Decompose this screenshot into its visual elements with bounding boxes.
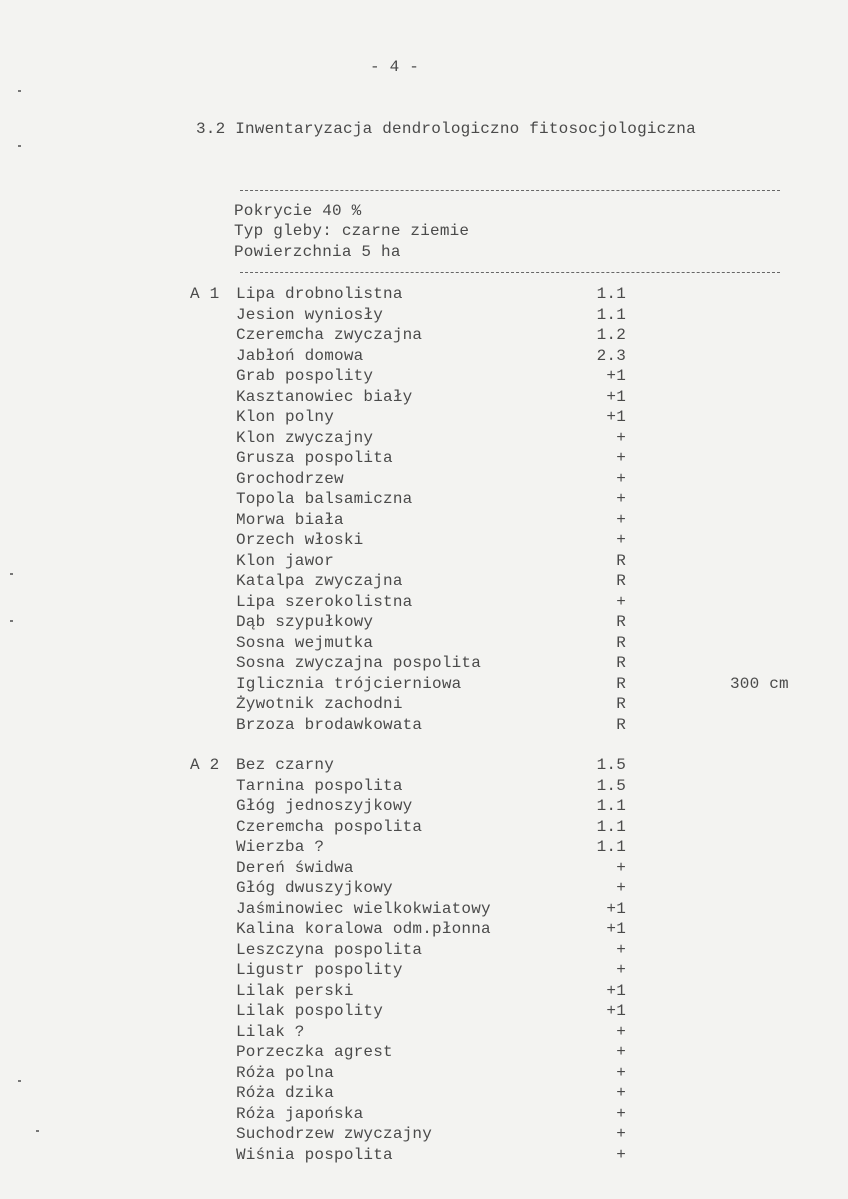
species-value: 1.5	[596, 756, 626, 774]
species-name: Tarnina pospolita	[236, 776, 403, 795]
species-name: Katalpa zwyczajna	[236, 572, 403, 590]
species-value: +	[616, 469, 626, 488]
species-value: +1	[606, 387, 626, 406]
species-name: Suchodrzew zwyczajny	[236, 1125, 433, 1143]
divider-top	[240, 190, 780, 191]
species-value: 1.1	[596, 797, 626, 815]
species-name: Głóg dwuszyjkowy	[236, 879, 393, 897]
species-name: Jabłoń domowa	[236, 346, 364, 365]
species-value: R	[616, 613, 626, 631]
species-value: +	[616, 1104, 626, 1123]
species-value: +1	[606, 920, 626, 938]
species-name: Czeremcha zwyczajna	[236, 326, 423, 344]
scan-speck	[18, 145, 21, 147]
species-value: R	[616, 654, 626, 672]
species-name: Róża polna	[236, 1063, 335, 1082]
species-value: R	[616, 715, 626, 734]
species-value: R	[616, 572, 626, 590]
species-value: 2.3	[596, 346, 626, 365]
species-value: R	[616, 695, 626, 713]
species-name: Kalina koralowa odm.płonna	[236, 920, 491, 938]
species-name: Sosna zwyczajna pospolita	[236, 654, 482, 672]
species-value: +	[616, 449, 626, 467]
soil-type-text: Typ gleby: czarne ziemie	[234, 222, 470, 240]
species-name: Jaśminowiec wielkokwiatowy	[236, 899, 491, 918]
species-value: 1.2	[596, 326, 626, 344]
species-value: +	[616, 1125, 626, 1143]
species-name: Głóg jednoszyjkowy	[236, 797, 413, 815]
species-value: +	[616, 940, 626, 959]
species-value: +1	[606, 367, 626, 385]
divider-middle	[240, 272, 780, 273]
scan-speck	[36, 1130, 39, 1132]
species-value: +	[616, 531, 626, 549]
species-name: Brzoza brodawkowata	[236, 715, 423, 734]
species-value: +1	[606, 1002, 626, 1020]
species-value: 1.5	[596, 776, 626, 795]
species-name: Kasztanowiec biały	[236, 387, 413, 406]
species-value: R	[616, 551, 626, 570]
species-note: 300 cm	[730, 674, 789, 693]
species-name: Czeremcha pospolita	[236, 817, 423, 836]
species-name: Lipa drobnolistna	[236, 285, 403, 303]
species-name: Wierzba ?	[236, 838, 325, 856]
page-number: - 4 -	[370, 58, 420, 76]
species-name: Orzech włoski	[236, 531, 364, 549]
species-name: Porzeczka agrest	[236, 1043, 393, 1061]
species-value: +	[616, 1022, 626, 1041]
species-name: Leszczyna pospolita	[236, 940, 423, 959]
species-name: Ligustr pospolity	[236, 961, 403, 979]
species-value: +	[616, 592, 626, 611]
species-name: Iglicznia trójcierniowa	[236, 674, 462, 693]
species-name: Grochodrzew	[236, 469, 344, 488]
species-name: Topola balsamiczna	[236, 490, 413, 508]
species-value: +	[616, 428, 626, 447]
species-value: +1	[606, 408, 626, 426]
species-value: +	[616, 858, 626, 877]
species-name: Dąb szypułkowy	[236, 613, 374, 631]
group-label: A 2	[190, 756, 220, 774]
species-value: +	[616, 490, 626, 508]
species-name: Sosna wejmutka	[236, 633, 374, 652]
area-text: Powierzchnia 5 ha	[234, 243, 401, 261]
species-value: 1.1	[596, 817, 626, 836]
species-name: Jesion wyniosły	[236, 305, 384, 324]
species-value: +	[616, 1043, 626, 1061]
species-value: +	[616, 1084, 626, 1102]
species-name: Klon zwyczajny	[236, 428, 374, 447]
species-value: +1	[606, 899, 626, 918]
species-name: Róża japońska	[236, 1104, 364, 1123]
species-value: +1	[606, 981, 626, 1000]
section-heading: 3.2 Inwentaryzacja dendrologiczno fitosocjologiczna	[196, 120, 696, 138]
species-name: Wiśnia pospolita	[236, 1145, 393, 1164]
species-value: +	[616, 879, 626, 897]
species-value: +	[616, 1145, 626, 1164]
species-value: +	[616, 510, 626, 529]
species-value: 1.1	[596, 305, 626, 324]
scan-speck	[18, 90, 21, 92]
species-name: Lilak pospolity	[236, 1002, 384, 1020]
species-name: Klon polny	[236, 408, 335, 426]
species-value: R	[616, 633, 626, 652]
species-name: Morwa biała	[236, 510, 344, 529]
species-name: Lilak ?	[236, 1022, 305, 1041]
species-name: Bez czarny	[236, 756, 335, 774]
species-value: 1.1	[596, 838, 626, 856]
species-name: Klon jawor	[236, 551, 335, 570]
species-name: Grab pospolity	[236, 367, 374, 385]
species-name: Róża dzika	[236, 1084, 335, 1102]
species-name: Żywotnik zachodni	[236, 695, 403, 713]
coverage-text: Pokrycie 40 %	[234, 202, 362, 220]
scan-speck	[10, 573, 13, 575]
species-name: Dereń świdwa	[236, 858, 354, 877]
group-label: A 1	[190, 285, 220, 303]
species-value: +	[616, 1063, 626, 1082]
scan-speck	[10, 620, 13, 622]
species-name: Grusza pospolita	[236, 449, 393, 467]
species-value: R	[616, 674, 626, 693]
species-name: Lipa szerokolistna	[236, 592, 413, 611]
species-value: +	[616, 961, 626, 979]
scan-speck	[18, 1080, 21, 1082]
species-value: 1.1	[596, 285, 626, 303]
species-name: Lilak perski	[236, 981, 354, 1000]
